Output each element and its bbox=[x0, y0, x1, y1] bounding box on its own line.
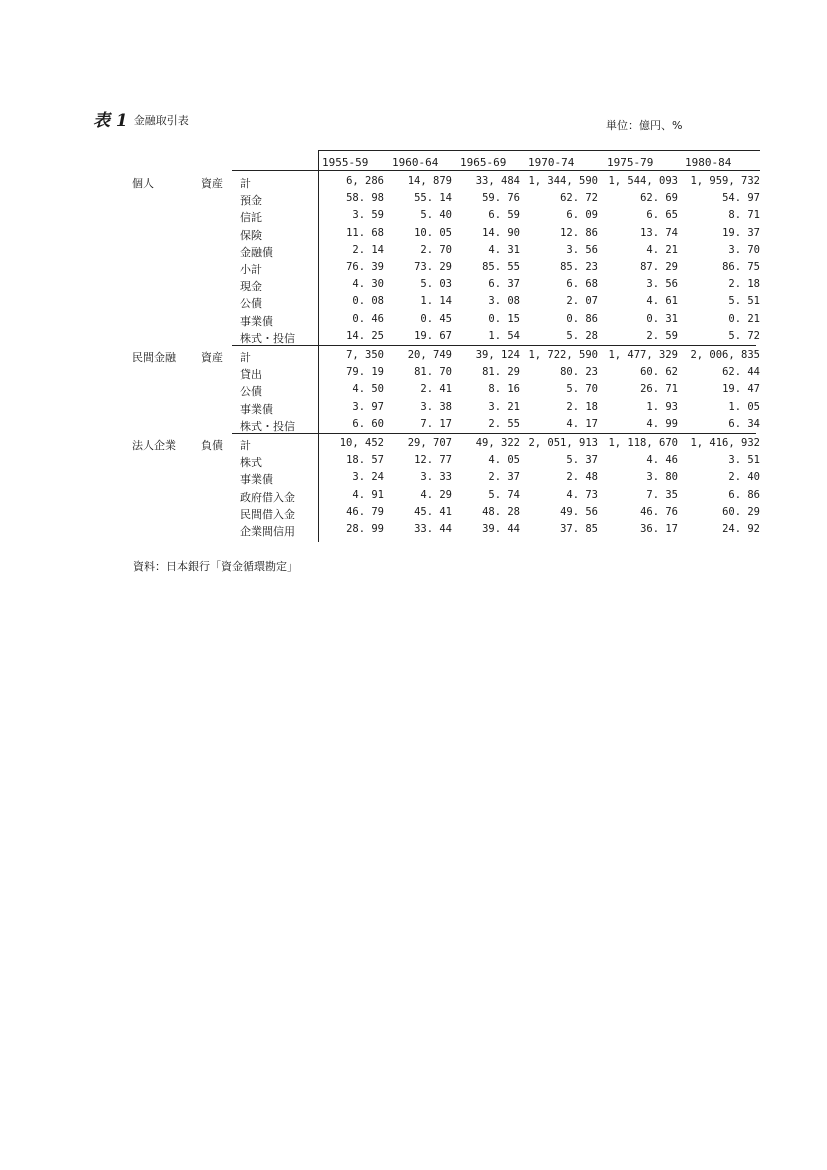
value-cell: 60. 62 bbox=[640, 366, 678, 379]
value-cell: 2. 37 bbox=[488, 471, 520, 484]
value-cell: 4. 05 bbox=[488, 454, 520, 467]
value-cell: 3. 97 bbox=[352, 400, 384, 413]
item-label: 民間借入金 bbox=[240, 507, 295, 521]
table-row bbox=[0, 278, 827, 295]
value-cell: 10. 05 bbox=[414, 226, 452, 239]
value-cell: 1. 93 bbox=[646, 400, 678, 413]
value-cell: 3. 38 bbox=[420, 400, 452, 413]
value-cell: 1. 14 bbox=[420, 295, 452, 308]
value-cell: 2. 55 bbox=[488, 417, 520, 430]
value-cell: 6. 09 bbox=[566, 209, 598, 222]
value-cell: 5. 28 bbox=[566, 329, 598, 342]
value-cell: 11. 68 bbox=[346, 226, 384, 239]
value-cell: 14, 879 bbox=[407, 175, 452, 187]
value-cell: 37. 85 bbox=[560, 523, 598, 535]
value-cell: 4. 50 bbox=[352, 383, 384, 396]
value-cell: 3. 24 bbox=[352, 471, 384, 484]
value-cell: 54. 97 bbox=[722, 192, 760, 205]
item-label: 計 bbox=[240, 351, 251, 364]
value-cell: 13. 74 bbox=[640, 226, 678, 239]
value-cell: 2. 59 bbox=[646, 329, 678, 342]
year-header: 1965-69 bbox=[460, 156, 507, 169]
value-cell: 4. 73 bbox=[566, 488, 598, 501]
value-cell: 6. 37 bbox=[488, 278, 520, 291]
value-cell: 6. 86 bbox=[728, 488, 760, 501]
table-top-rule bbox=[318, 150, 760, 151]
value-cell: 3. 59 bbox=[352, 209, 384, 222]
value-cell: 49. 56 bbox=[560, 505, 598, 518]
item-label: 公債 bbox=[240, 385, 262, 399]
source-note: 資料：日本銀行「資金循環勘定」 bbox=[133, 560, 298, 573]
value-cell: 18. 57 bbox=[346, 454, 384, 467]
value-cell: 19. 47 bbox=[722, 383, 760, 396]
table-row bbox=[0, 349, 827, 366]
value-cell: 5. 74 bbox=[488, 488, 520, 501]
year-header: 1975-79 bbox=[607, 156, 654, 169]
item-label: 預金 bbox=[240, 194, 262, 208]
value-cell: 4. 99 bbox=[646, 417, 678, 430]
value-cell: 4. 29 bbox=[420, 488, 452, 501]
item-label: 金融債 bbox=[240, 245, 273, 259]
value-cell: 2. 41 bbox=[420, 383, 452, 396]
unit-note: 単位：億円、% bbox=[606, 119, 683, 132]
value-cell: 8. 16 bbox=[488, 383, 520, 396]
value-cell: 3. 56 bbox=[646, 278, 678, 291]
value-cell: 1, 416, 932 bbox=[690, 437, 760, 449]
value-cell: 12. 86 bbox=[560, 226, 598, 239]
value-cell: 29, 707 bbox=[407, 437, 452, 449]
value-cell: 5. 40 bbox=[420, 209, 452, 222]
value-cell: 79. 19 bbox=[346, 366, 384, 379]
table-row bbox=[0, 295, 827, 312]
item-label: 公債 bbox=[240, 297, 262, 311]
value-cell: 87. 29 bbox=[640, 261, 678, 273]
table-number: 表 1 bbox=[93, 111, 128, 131]
item-label: 保険 bbox=[240, 228, 262, 242]
value-cell: 33, 484 bbox=[475, 175, 520, 187]
value-cell: 80. 23 bbox=[560, 366, 598, 379]
value-cell: 14. 25 bbox=[346, 329, 384, 342]
group-separator bbox=[620, 433, 756, 434]
value-cell: 49, 322 bbox=[475, 437, 520, 449]
value-cell: 2. 07 bbox=[566, 295, 598, 308]
value-cell: 5. 37 bbox=[566, 454, 598, 467]
item-label: 政府借入金 bbox=[240, 490, 295, 504]
value-cell: 1, 477, 329 bbox=[608, 349, 678, 361]
value-cell: 1. 54 bbox=[488, 329, 520, 342]
value-cell: 6. 68 bbox=[566, 278, 598, 291]
value-cell: 3. 21 bbox=[488, 400, 520, 413]
value-cell: 3. 33 bbox=[420, 471, 452, 484]
year-header: 1980-84 bbox=[685, 156, 732, 169]
header-rule bbox=[232, 170, 760, 171]
table-row bbox=[0, 523, 827, 540]
value-cell: 1, 118, 670 bbox=[608, 437, 678, 449]
value-cell: 5. 72 bbox=[728, 329, 760, 342]
table-row bbox=[0, 471, 827, 488]
value-cell: 3. 51 bbox=[728, 454, 760, 467]
value-cell: 33. 44 bbox=[414, 523, 452, 535]
year-header: 1955-59 bbox=[322, 156, 369, 169]
side-label: 資産 bbox=[201, 351, 223, 364]
item-label: 現金 bbox=[240, 280, 262, 294]
value-cell: 1, 722, 590 bbox=[528, 349, 598, 361]
value-cell: 62. 69 bbox=[640, 192, 678, 205]
value-cell: 1, 344, 590 bbox=[528, 175, 598, 187]
value-cell: 7, 350 bbox=[346, 349, 384, 361]
item-label: 事業債 bbox=[240, 473, 273, 487]
value-cell: 12. 77 bbox=[414, 454, 452, 467]
item-label: 事業債 bbox=[240, 402, 273, 416]
table-row bbox=[0, 366, 827, 383]
value-cell: 1, 959, 732 bbox=[690, 175, 760, 187]
value-cell: 6, 286 bbox=[346, 175, 384, 187]
value-cell: 7. 17 bbox=[420, 417, 452, 430]
value-cell: 2. 40 bbox=[728, 471, 760, 484]
item-label: 小計 bbox=[240, 263, 262, 276]
value-cell: 58. 98 bbox=[346, 192, 384, 205]
year-header: 1960-64 bbox=[392, 156, 439, 169]
value-cell: 4. 21 bbox=[646, 243, 678, 256]
value-cell: 28. 99 bbox=[346, 523, 384, 535]
value-cell: 36. 17 bbox=[640, 523, 678, 535]
item-label: 計 bbox=[240, 177, 251, 190]
value-cell: 2. 18 bbox=[566, 400, 598, 413]
value-cell: 0. 21 bbox=[728, 312, 760, 325]
value-cell: 5. 51 bbox=[728, 295, 760, 308]
value-cell: 62. 72 bbox=[560, 192, 598, 205]
value-cell: 0. 15 bbox=[488, 312, 520, 325]
table-row bbox=[0, 506, 827, 523]
value-cell: 5. 03 bbox=[420, 278, 452, 291]
table-caption: 金融取引表 bbox=[133, 114, 189, 127]
value-cell: 0. 86 bbox=[566, 312, 598, 325]
value-cell: 48. 28 bbox=[482, 505, 520, 518]
value-cell: 3. 08 bbox=[488, 295, 520, 308]
value-cell: 86. 75 bbox=[722, 261, 760, 273]
value-cell: 60. 29 bbox=[722, 505, 760, 518]
column-divider bbox=[318, 150, 319, 542]
value-cell: 0. 08 bbox=[352, 295, 384, 308]
value-cell: 81. 70 bbox=[414, 366, 452, 379]
value-cell: 2, 051, 913 bbox=[528, 437, 598, 449]
value-cell: 3. 56 bbox=[566, 243, 598, 256]
value-cell: 6. 60 bbox=[352, 417, 384, 430]
group-separator bbox=[620, 345, 756, 346]
value-cell: 4. 46 bbox=[646, 454, 678, 467]
value-cell: 2. 70 bbox=[420, 243, 452, 256]
value-cell: 7. 35 bbox=[646, 488, 678, 501]
value-cell: 4. 61 bbox=[646, 295, 678, 308]
item-label: 計 bbox=[240, 439, 251, 452]
value-cell: 26. 71 bbox=[640, 383, 678, 396]
value-cell: 2, 006, 835 bbox=[690, 349, 760, 361]
value-cell: 4. 91 bbox=[352, 488, 384, 501]
value-cell: 59. 76 bbox=[482, 192, 520, 205]
table-row bbox=[0, 244, 827, 261]
item-label: 事業債 bbox=[240, 314, 273, 328]
value-cell: 81. 29 bbox=[482, 366, 520, 379]
value-cell: 6. 34 bbox=[728, 417, 760, 430]
value-cell: 14. 90 bbox=[482, 226, 520, 239]
value-cell: 55. 14 bbox=[414, 192, 452, 205]
table-row bbox=[0, 261, 827, 278]
item-label: 企業間信用 bbox=[240, 525, 295, 538]
year-header: 1970-74 bbox=[528, 156, 575, 169]
value-cell: 10, 452 bbox=[339, 437, 384, 449]
value-cell: 46. 76 bbox=[640, 505, 678, 518]
value-cell: 3. 70 bbox=[728, 243, 760, 256]
value-cell: 20, 749 bbox=[407, 349, 452, 361]
table-title bbox=[93, 106, 189, 131]
value-cell: 45. 41 bbox=[414, 505, 452, 518]
value-cell: 2. 18 bbox=[728, 278, 760, 291]
table-row bbox=[0, 401, 827, 418]
value-cell: 2. 48 bbox=[566, 471, 598, 484]
table-row bbox=[0, 454, 827, 471]
table-row bbox=[0, 313, 827, 330]
sector-label: 民間金融 bbox=[132, 351, 176, 364]
value-cell: 19. 67 bbox=[414, 329, 452, 342]
value-cell: 4. 31 bbox=[488, 243, 520, 256]
value-cell: 24. 92 bbox=[722, 523, 760, 535]
value-cell: 0. 46 bbox=[352, 312, 384, 325]
value-cell: 73. 29 bbox=[414, 261, 452, 273]
table-row bbox=[0, 383, 827, 400]
item-label: 貸出 bbox=[240, 368, 262, 382]
table-row bbox=[0, 489, 827, 506]
side-label: 資産 bbox=[201, 177, 223, 190]
value-cell: 85. 55 bbox=[482, 261, 520, 273]
table-row bbox=[0, 175, 827, 192]
item-label: 信託 bbox=[240, 211, 262, 225]
value-cell: 0. 45 bbox=[420, 312, 452, 325]
value-cell: 62. 44 bbox=[722, 366, 760, 379]
table-row bbox=[0, 192, 827, 209]
value-cell: 5. 70 bbox=[566, 383, 598, 396]
value-cell: 39. 44 bbox=[482, 523, 520, 535]
value-cell: 4. 30 bbox=[352, 278, 384, 291]
table-row bbox=[0, 437, 827, 454]
value-cell: 85. 23 bbox=[560, 261, 598, 273]
item-label: 株式・投信 bbox=[240, 331, 295, 345]
value-cell: 46. 79 bbox=[346, 505, 384, 518]
table-row bbox=[0, 209, 827, 226]
value-cell: 76. 39 bbox=[346, 261, 384, 273]
table-row bbox=[0, 227, 827, 244]
value-cell: 1. 05 bbox=[728, 400, 760, 413]
side-label: 負債 bbox=[201, 439, 223, 452]
sector-label: 個人 bbox=[132, 177, 154, 190]
value-cell: 6. 65 bbox=[646, 209, 678, 222]
value-cell: 19. 37 bbox=[722, 226, 760, 239]
value-cell: 4. 17 bbox=[566, 417, 598, 430]
value-cell: 1, 544, 093 bbox=[608, 175, 678, 187]
item-label: 株式・投信 bbox=[240, 419, 295, 433]
value-cell: 0. 31 bbox=[646, 312, 678, 325]
value-cell: 3. 80 bbox=[646, 471, 678, 484]
value-cell: 39, 124 bbox=[475, 349, 520, 361]
value-cell: 8. 71 bbox=[728, 209, 760, 222]
sector-label: 法人企業 bbox=[132, 439, 176, 452]
value-cell: 2. 14 bbox=[352, 243, 384, 256]
item-label: 株式 bbox=[240, 456, 262, 470]
value-cell: 6. 59 bbox=[488, 209, 520, 222]
